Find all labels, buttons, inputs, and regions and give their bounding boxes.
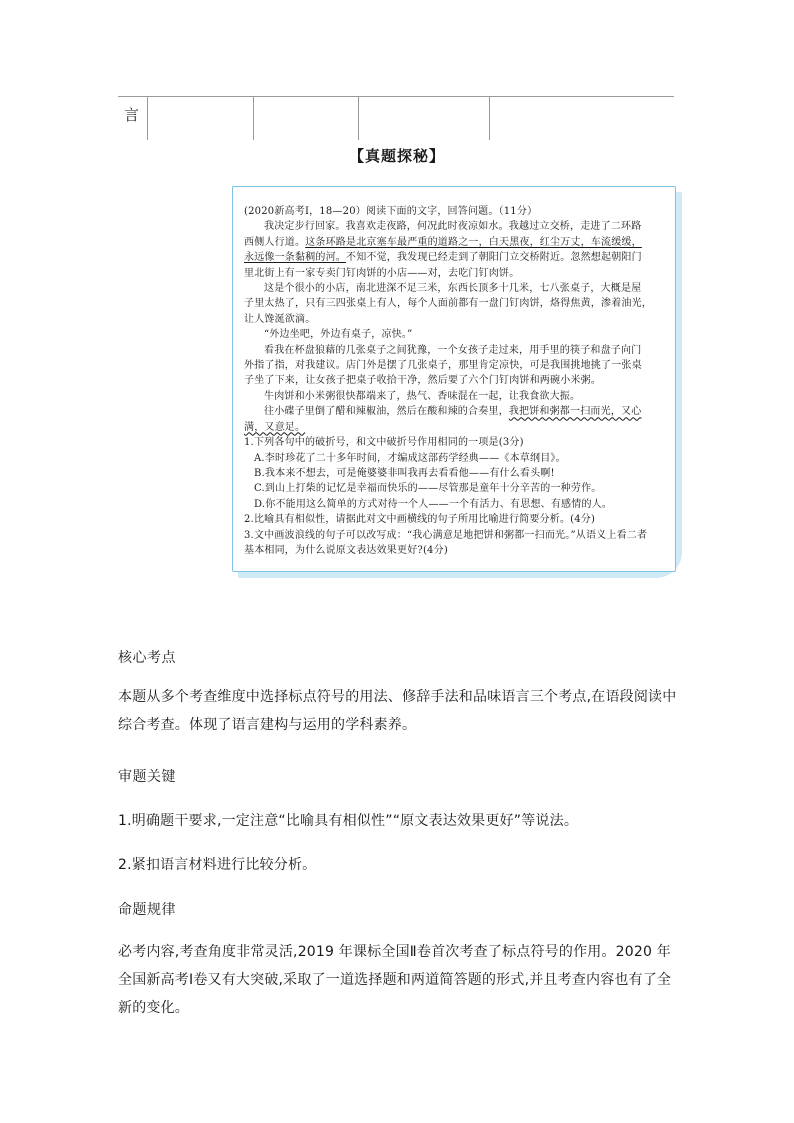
passage-line: 子里太热了，只有三四张桌上有人，每个人面前都有一盘门钉肉饼，烙得焦黄，渗着油光， bbox=[244, 298, 652, 310]
passage-line: 这是个很小的小店，南北进深不足三米，东西长顶多十几米，七八张桌子，大概是屋 bbox=[264, 283, 642, 295]
passage-line: 牛肉饼和小米粥很快都端来了，热气、香味混在一起，让我食欲大振。 bbox=[264, 390, 581, 402]
pattern-heading: 命题规律 bbox=[118, 902, 176, 918]
table-column-divider bbox=[147, 96, 148, 140]
table-column-divider bbox=[489, 96, 490, 140]
table-cell: 言 bbox=[124, 106, 140, 124]
question-3-cont: 基本相同，为什么说原文表达效果更好?(4分) bbox=[244, 544, 448, 556]
table-fragment bbox=[118, 96, 674, 140]
passage-line: 外指了指，对我建议。店门外是摆了几张桌子，那里肯定凉快，可是我围挑地挑了一张桌 bbox=[244, 360, 642, 372]
passage-line: 让人馋涎欲滴。 bbox=[244, 313, 316, 325]
question-1: 1.下列各句中的破折号，和文中破折号作用相同的一项是(3分) bbox=[244, 437, 524, 449]
wavy-sentence: 我把饼和粥都一扫而光，又心 bbox=[508, 406, 642, 418]
passage-line bbox=[244, 420, 665, 435]
option-a: A.李时珍花了二十多年时间，才编成这部药学经典——《本草纲目》。 bbox=[254, 452, 566, 464]
passage-line: 我决定步行回家。我喜欢走夜路，何况此时夜凉如水。我越过立交桥，走进了二环路 bbox=[264, 221, 642, 233]
section-title: 【真题探秘】 bbox=[348, 147, 445, 165]
passage-line: 子坐了下来，让女孩子把桌子收拾干净，然后要了六个门钉肉饼和两碗小米粥。 bbox=[244, 375, 601, 387]
key-item-2: 2.紧扣语言材料进行比较分析。 bbox=[118, 857, 317, 873]
wavy-sentence: 满，又意足。 bbox=[244, 421, 306, 433]
exam-excerpt-frame bbox=[232, 186, 676, 572]
passage-line: 里北街上有一家专卖门钉肉饼的小店——对，去吃门钉肉饼。 bbox=[244, 267, 520, 279]
core-text: 本题从多个考查维度中选择标点符号的用法、修辞手法和品味语言三个考点,在语段阅读中综合考查。体现了语言建构与运用的学科素养。 bbox=[118, 689, 677, 733]
underlined-sentence: 这条环路是北京塞车最严重的道路之一，白天黑夜，红尘万丈，车流缓缓， bbox=[305, 236, 642, 248]
option-c: C.到山上打柴的记忆是幸福而快乐的——尽管那是童年十分辛苦的一种劳作。 bbox=[254, 483, 602, 495]
question-2: 2.比喻具有相似性，请据此对文中画横线的句子所用比喻进行简要分析。(4分) bbox=[244, 514, 596, 526]
underlined-sentence: 永远像一条黏稠的河。 bbox=[244, 252, 346, 264]
option-b: B.我本来不想去，可是俺婆婆非叫我再去看看他——有什么看头啊! bbox=[254, 467, 555, 479]
table-top-rule bbox=[118, 96, 674, 97]
table-column-divider bbox=[253, 96, 254, 140]
passage-line: “外边坐吧，外边有桌子，凉快。” bbox=[264, 329, 413, 341]
exam-header: (2020新高考Ⅰ，18—20）阅读下面的文字，回答问题。（11分） bbox=[244, 206, 538, 217]
passage-line: 西侧人行道。这条环路是北京塞车最严重的道路之一，白天黑夜，红尘万丈，车流缓缓， bbox=[244, 236, 642, 248]
key-heading: 审题关键 bbox=[118, 769, 176, 785]
pattern-text: 必考内容,考查角度非常灵活,2019 年课标全国Ⅱ卷首次考查了标点符号的作用。2020 年全国新高考Ⅰ卷又有大突破,采取了一道选择题和两道简答题的形式,并且考查内容也有了全新的变化。 bbox=[118, 944, 672, 1016]
passage-line: 往小碟子里倒了醋和辣椒油，然后在酸和辣的合奏里，我把饼和粥都一扫而光，又心 bbox=[264, 406, 642, 418]
key-item-1: 1.明确题干要求,一定注意“比喻具有相似性”“原文表达效果更好”等说法。 bbox=[118, 813, 579, 829]
passage-line: 看我在杯盘狼藉的几张桌子之间犹豫，一个女孩子走过来，用手里的筷子和盘子向门 bbox=[264, 344, 642, 356]
passage-line: 永远像一条黏稠的河。不知不觉，我发现已经走到了朝阳门立交桥附近。忽然想起朝阳门 bbox=[244, 252, 642, 264]
table-column-divider bbox=[358, 96, 359, 140]
option-d: D.你不能用这么简单的方式对待一个人——一个有活力、有思想、有感情的人。 bbox=[254, 498, 613, 510]
core-heading: 核心考点 bbox=[118, 650, 176, 666]
question-3: 3.文中画波浪线的句子可以改写成：“我心满意足地把饼和粥都一扫而光。”从语义上看二者 bbox=[244, 529, 648, 541]
